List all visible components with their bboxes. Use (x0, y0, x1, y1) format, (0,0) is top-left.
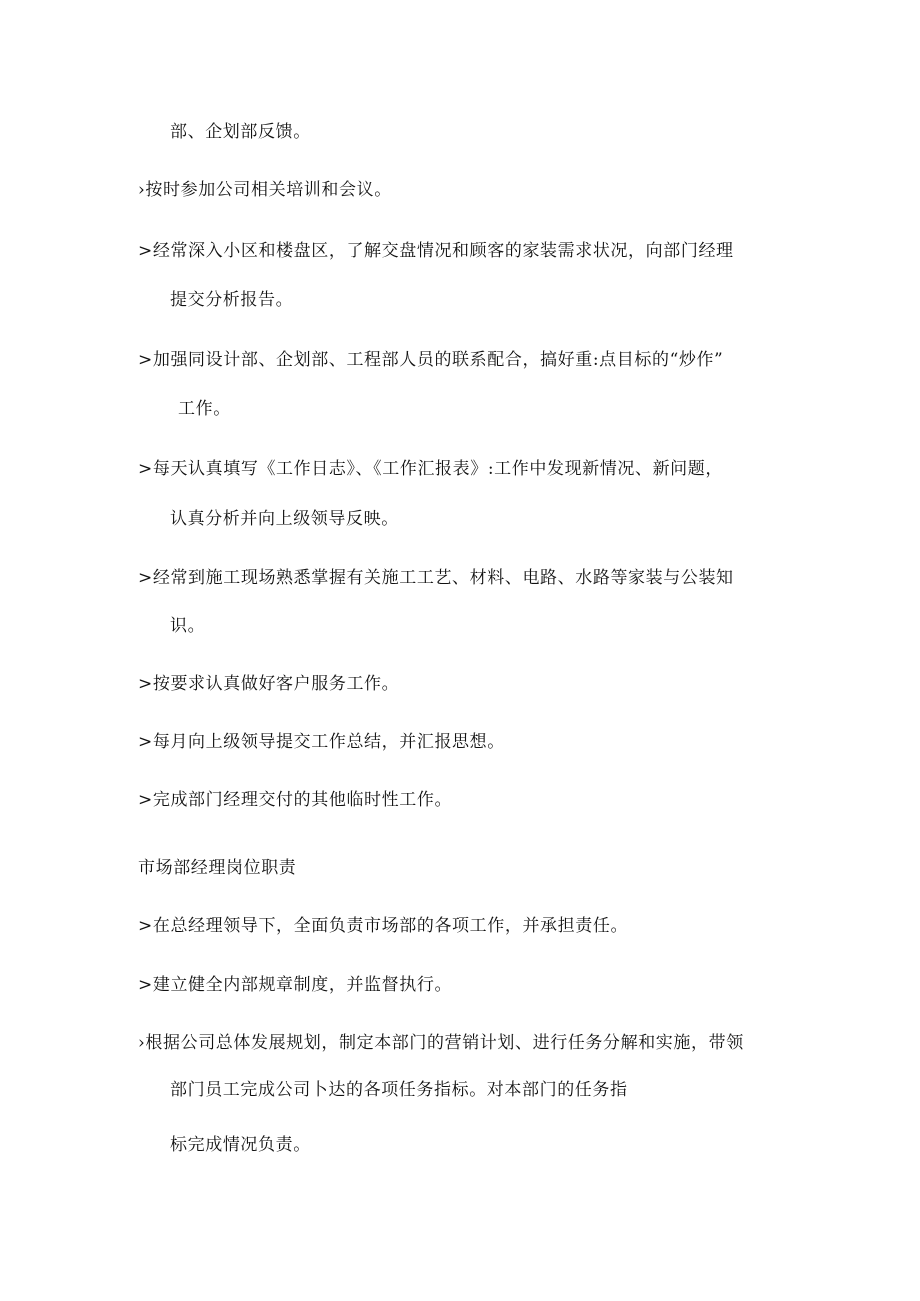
text-line-bullet: >按要求认真做好客户服务工作。 (138, 674, 400, 694)
text-line-bullet: >加强同设计部、企划部、工程部人员的联系配合，搞好重:点目标的“炒作” (138, 350, 724, 370)
text-line-continuation: 提交分析报告。 (170, 290, 294, 310)
text-line-continuation: 识。 (170, 616, 206, 636)
text-line-bullet: >建立健全内部规章制度，并监督执行。 (138, 975, 453, 995)
text-line-continuation: 部、企划部反馈。 (170, 122, 311, 142)
text-line-bullet: ›根据公司总体发展规划，制定本部门的营销计划、进行任务分解和实施，带领 (138, 1033, 744, 1053)
section-heading: 市场部经理岗位职责 (138, 858, 297, 878)
text-line-bullet: >在总经理领导下，全面负责市场部的各项工作，并承担责任。 (138, 916, 629, 936)
text-line-bullet: >经常深入小区和楼盘区，了解交盘情况和顾客的家装需求状况，向部门经理 (138, 241, 734, 261)
text-line-bullet: >经常到施工现场熟悉掌握有关施工工艺、材料、电路、水路等家装与公装知 (138, 568, 734, 588)
text-line-bullet: >每天认真填写《工作日志》、《工作汇报表》:工作中发现新情况、新问题， (138, 459, 723, 479)
text-line-bullet: >每月向上级领导提交工作总结，并汇报思想。 (138, 732, 505, 752)
text-line-continuation: 标完成情况负责。 (170, 1135, 311, 1155)
text-line-continuation: 工作。 (178, 399, 231, 419)
text-line-bullet: >完成部门经理交付的其他临时性工作。 (138, 790, 453, 810)
text-line-bullet: ›按时参加公司相关培训和会议。 (138, 180, 392, 200)
text-line-continuation: 认真分析并向上级领导反映。 (170, 509, 399, 529)
text-line-continuation: 部门员工完成公司卜达的各项任务指标。对本部门的任务指 (170, 1080, 628, 1100)
